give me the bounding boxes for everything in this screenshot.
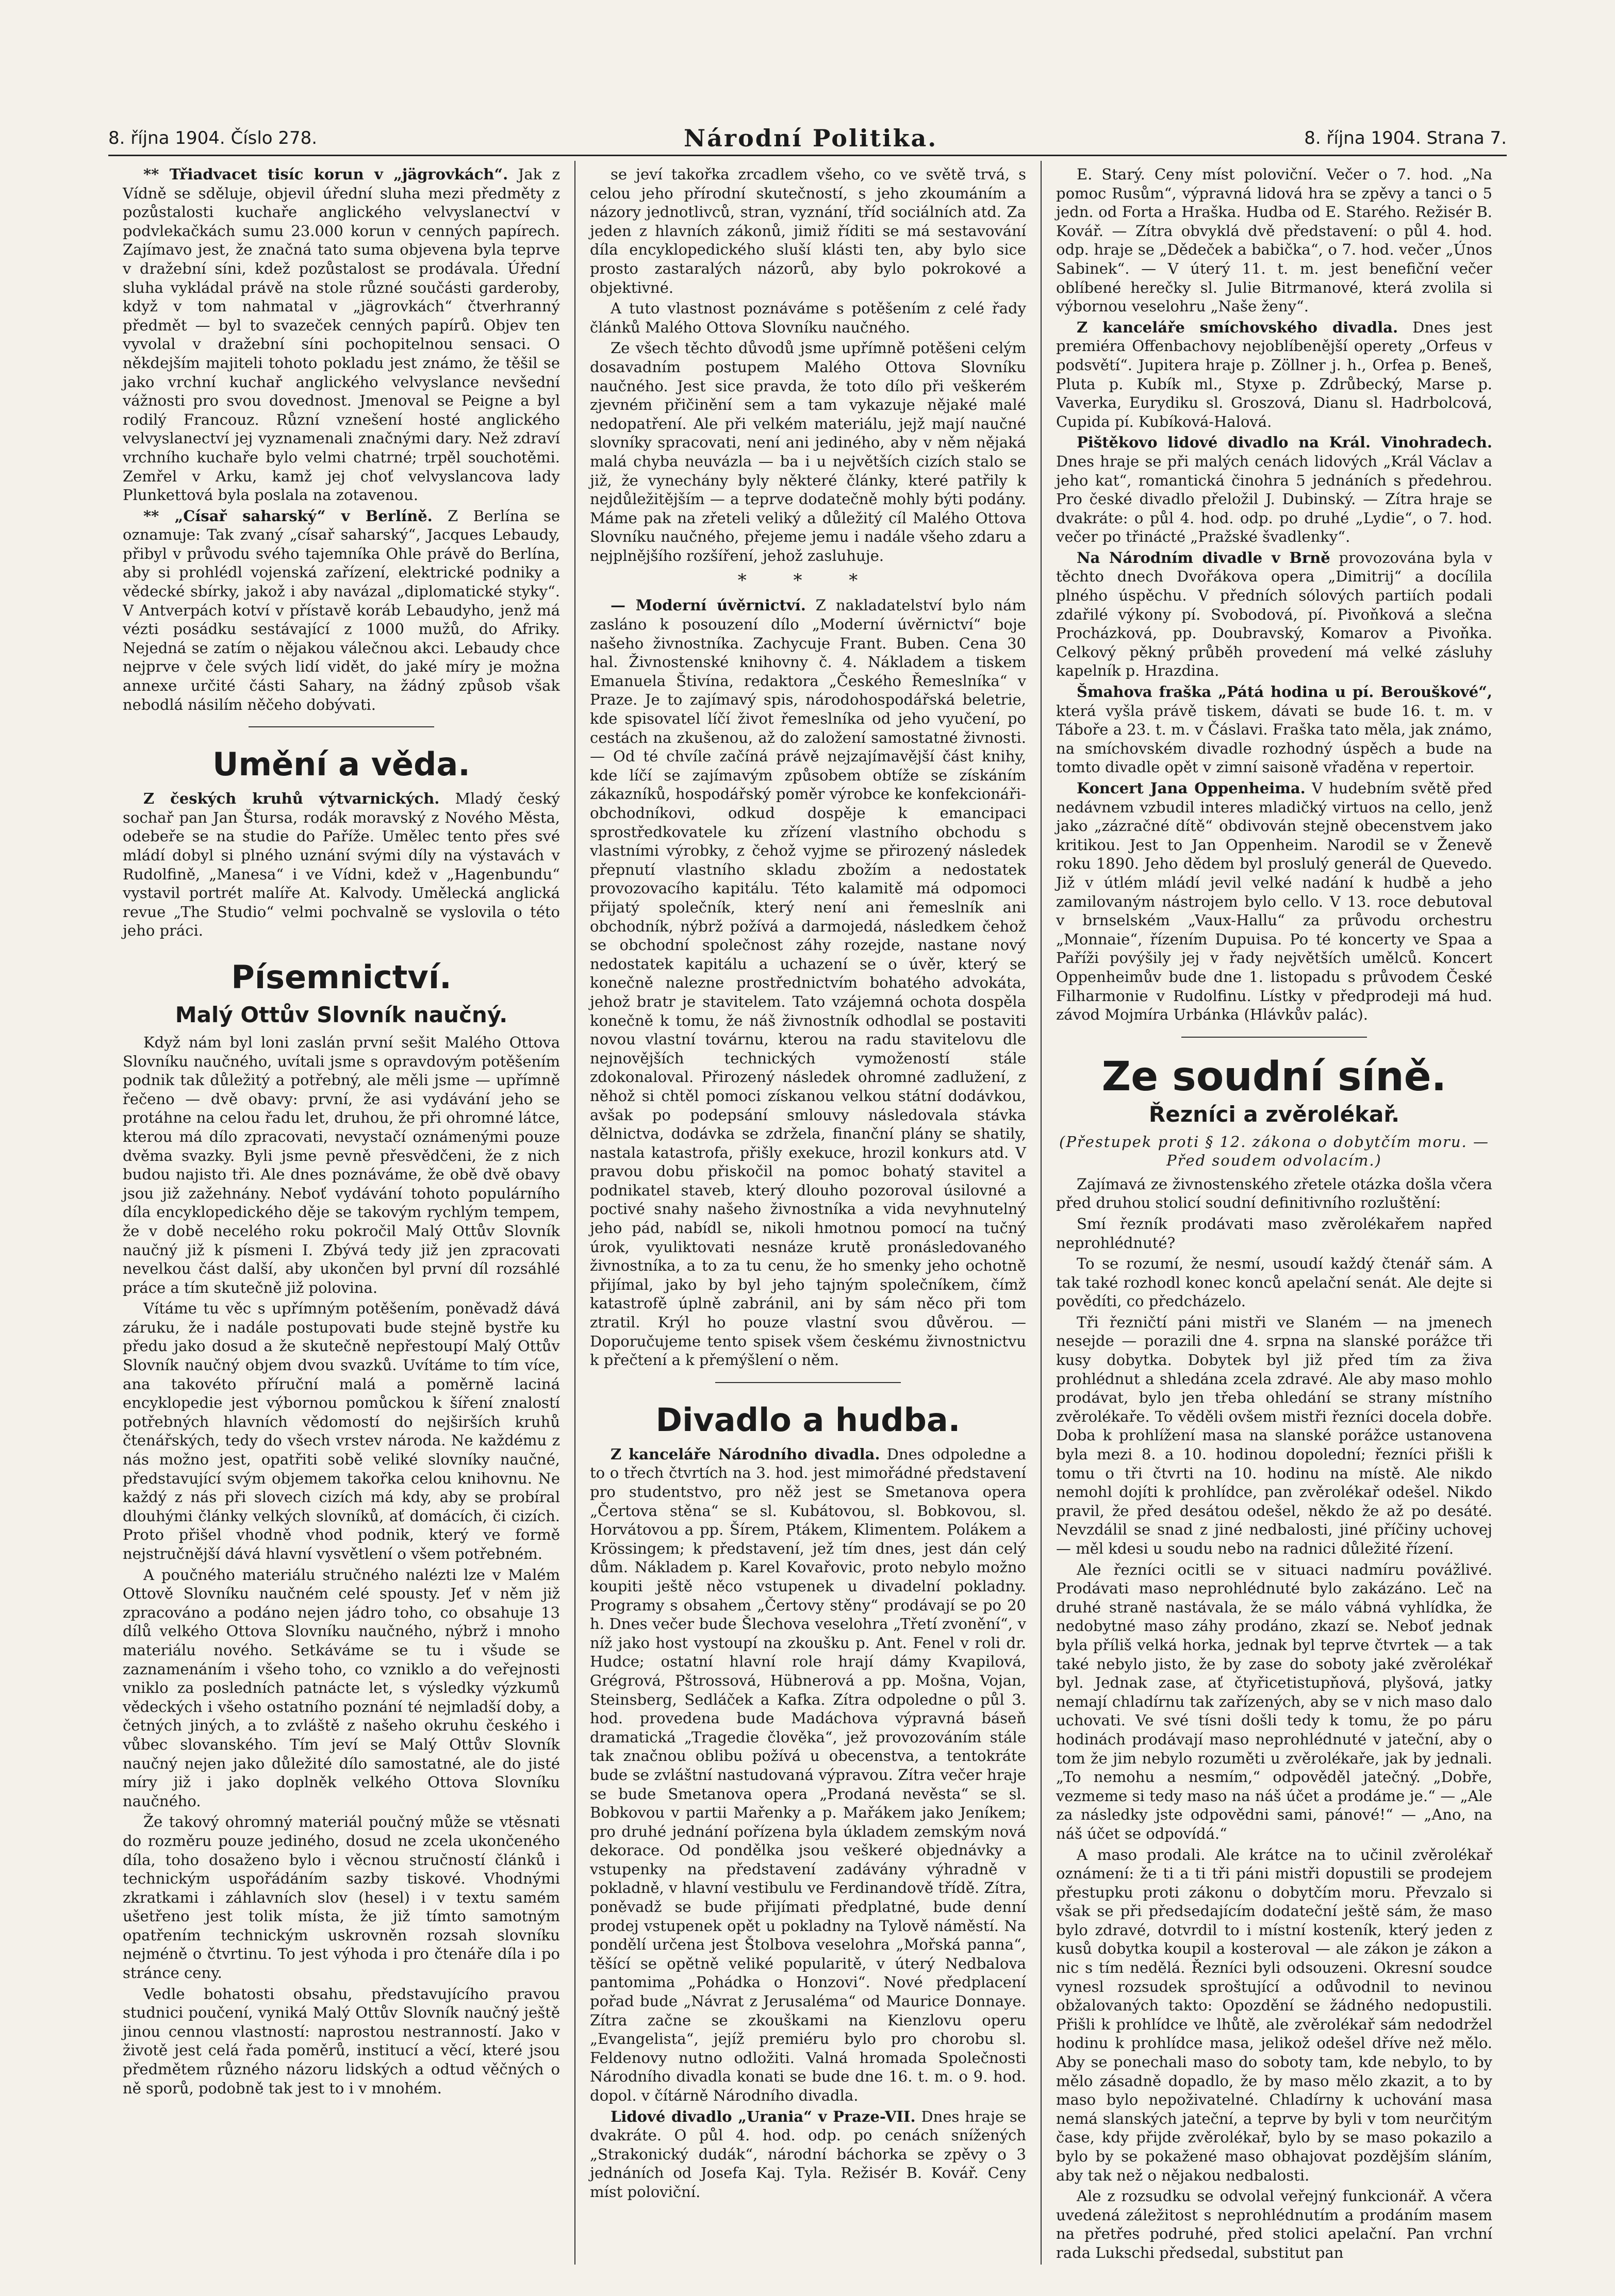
article-text: Z Berlína se oznamuje: Tak zvaný „císař saharský“, Jacques Lebaudy, přibyl v průvodu svého tajemníka Ohle právě do Berlína, aby si prohlédl vojenská zařízení, elektrické podniky a vědecké sbírky, jakož i aby navázal „diplomatické styky“. V Antverpách kotví v přístavě koráb Lebaudyho, jenž má vézti posádku sestávající z 1000 mužů, do Afriky. Nejedná se zatím o nějakou válečnou akci. Lebaudy chce nejprve v čele svých lidí vidět, do jaké míry je možna annexe určité části Sahary, na žádný způsob však nebodlá násilím něčeho dobývati. — [123, 507, 561, 713]
article-text: V hudebním světě před nedávnem vzbudil interes mladičký virtuos na cello, jenž jako „zázračné dítě“ obdivován stejně obecenstvem jako kritikou. Jest to Jan Oppenheim. Narodil se v Ženevě roku 1890. Jeho dědem byl proslulý generál de Quevedo. Již v útlém mládí jevil velké nadání k hudbě a jeho zamilovaným nástrojem bylo cello. V 13. roce debutoval v brnselském „Vaux-Hallu“ za průvodu orchestru „Monnaie“, řízením Dupuisa. Po té koncerty ve Spaa a Paříži povýšily jej v řady největších umělců. Koncert Oppenheimův bude dne 1. listopadu s průvodem České Filharmonie v Rudolfinu. Lístky v předprodeji má hud. závod Mojmíra Urbánka (Hlávkův palác). — [1056, 779, 1492, 1024]
article-paragraph: Ze všech těchto důvodů jsme upřímně potěšeni celým dosavadním postupem Malého Ottova Slovníku naučného. Jest sice pravda, že toto dílo při veškerém zjevném přičinění sem a tam vykazuje nějaké malé nedopatření. Ale při velkém materiálu, jejž mají naučné slovníky spracovati, není ani jediného, aby v něm nějaká malá chyba neuvázla — ba i u největších cizích stalo se již, že vynechány byly některé články, které patřily k nejdůležitějším — a teprve dodatečně mohly býti podány. Máme pak na zřeteli veliký a důležitý cíl Malého Ottova Slovníku naučného, přejeme jemu i nadále všeho zdaru a nejplnějšího rozšíření, jehož zasluhuje. — [590, 339, 1026, 564]
article-text: Jak z Vídně se sděluje, objevil úřední sluha mezi předměty z pozůstalosti kuchaře anglického velvyslanectví v podvlekačkách sumu 23.000 korun v cenných papírech. Zajímavo jest, že značná tato suma objevena byla teprve v dražební síni, kdež pozůstalost se prodávala. Úřední sluha vykládal právě na stole různé součásti garderoby, když v tom nahmatal v „jägrovkách“ čtverhranný předmět — byl to svazeček cenných papírů. Objev ten vyvolal v dražební síni pochopitelnou sensaci. O někdejším majiteli tohoto pokladu jest známo, že těšil se jako vrchní kuchař anglického velvyslance nevšední vážnosti pro svou dovednost. Jmenoval se Peigne a byl rodilý Francouz. Různí vznešení hosté anglického velvyslanectví jej vyznamenali značnými dary. Než zdraví vrchního kuchaře bylo velmi chatrné; trpěl souchotěmi. Zemřel v Arku, kamž jej choť velvyslancova lady Plunkettová byla poslala na zotavenou. — [123, 165, 560, 504]
article-paragraph: Smí řezník prodávati maso zvěrolékařem napřed neprohlédnuté? — [1056, 1214, 1492, 1252]
article-paragraph — [590, 1445, 1026, 2105]
article-paragraph — [1056, 433, 1492, 546]
subheading-reznici: Řezníci a zvěrolékař. — [1148, 1101, 1400, 1127]
article-lead: Z českých kruhů výtvarnických. — [143, 790, 440, 808]
article-text: která vyšla právě tiskem, dávati se bude 16. t. m. v Táboře a 23. t. m. v Čáslavi. Fraška tato měla, jak známo, na smíchovském divadle rozhodný úspěch a bude na tomto divadle opět v zimní saisoně vřaděna v repertoir. — [1056, 702, 1492, 776]
header-date-issue: 8. října 1904. Číslo 278. — [108, 128, 318, 148]
article-paragraph: Vítáme tu věc s upřímným potěšením, poněvadž dává záruku, že i nadále postupovati bude stejně bystře ku předu jako dosud a že skutečně nepřestoupí Malý Ottův Slovník naučný objem dvou svazků. Uvítáme to tím více, ana takovéto příruční malá a poměrně laciná encyklopedie jest výbornou pomůckou k šíření znalostí potřebných hlavních vědomostí do nejširších kruhů čtenářských, tedy do všech vrstev národa. Ne každému z nás možno jest, opatřiti sobě veliké slovníky naučné, představující svým objemem takořka celou knihovnu. Ne každý z nás při slovech cizích má kdy, aby se probíral dlouhými články velkých slovníků, ať domácích, či cizích. Proto přišel vhodně vhod podnik, který ve formě nejstručnější dává hlavní vysvětlení o všem potřebném. — [123, 1300, 560, 1562]
article-paragraph — [1056, 548, 1492, 680]
article-paragraph: Zajímavá ze živnostenského zřetele otázka došla včera před druhou stolicí soudní definitivního rozluštění: — [1056, 1175, 1492, 1212]
article-lead: Z kanceláře smíchovského divadla. — [1077, 318, 1398, 336]
separator-rule — [1181, 1037, 1367, 1038]
separator-rule — [715, 1382, 901, 1383]
article-lead: Lidové divadlo „Urania“ v Praze-VII. — [611, 2107, 916, 2125]
article-lead: Na Národním divadle v Brně — [1077, 548, 1330, 567]
article-paragraph — [123, 165, 560, 505]
article-paragraph: se jeví takořka zrcadlem všeho, co ve světě trvá, s celou jeho přírodní skutečností, s jeho zkoumáním a názory jednotlivců, stran, vyznání, tříd sociálních atd. Za jeden z hlavních zákonů, jimiž říditi se má sestavování díla encyklopedického sluší klásti ten, aby bylo sice prosto zastaralých názorů, aby bylo pokrokové a objektivné. — [590, 165, 1026, 296]
column-3 — [1041, 161, 1507, 2265]
section-heading-art: Umění a věda. — [212, 745, 470, 784]
article-lead: Koncert Jana Oppenheima. — [1077, 779, 1306, 797]
section-heading-literature: Písemnictví. — [231, 958, 452, 996]
article-lead: ** „Císař saharský“ v Berlíně. — [143, 507, 433, 525]
column-2 — [574, 161, 1041, 2265]
article-paragraph — [1056, 779, 1492, 1024]
subheading-slovnik: Malý Ottův Slovník naučný. — [175, 1002, 508, 1027]
article-paragraph: E. Starý. Ceny míst poloviční. Večer o 7. hod. „Na pomoc Rusům“, výpravná lidová hra se zpěvy a tanci o 5 jedn. od Forta a Hraška. Hudba od E. Starého. Režisér B. Kovář. — Zítra obvyklá dvě představení: o půl 4. hod. odp. hraje se „Dědeček a babička“, o 7. hod. večer „Únos Sabinek“. — V úterý 11. t. m. jest benefiční večer oblíbené herečky sl. Julie Bitrmanové, která zvolila si výbornou veselohru „Naše ženy“. — [1056, 165, 1492, 315]
column-1 — [108, 161, 574, 2265]
article-paragraph: Když nám byl loni zaslán první sešit Malého Ottova Slovníku naučného, uvítali jsme s opravdovým potěšením podnik tak důležitý a potřebný, ale měli jsme — upřímně řečeno — dvě obavy: první, že asi vydávání jeho se protáhne na celou řadu let, druhou, že při ohromné látce, kterou má dílo zpracovati, nevystačí oznámenými pouze dvěma svazky. Byli jsme pevně přesvědčeni, že z nich budou najisto tři. Ale dnes poznáváme, že obě dvě obavy jsou již zažehnány. Neboť vydávání tohoto populárního díla encyklopedického děje se takovým rychlým tempem, že v době necelého roku pokročil Malý Ottův Slovník naučný již k písmeni I. Zbývá tedy již jen zpracovati nevelkou část další, aby ukončen byl první díl rozsáhlé práce a tím skutečně již polovina. — [123, 1033, 560, 1296]
article-paragraph — [590, 596, 1026, 1369]
article-paragraph: A poučného materiálu stručného nalézti lze v Malém Ottově Slovníku naučném celé spousty. Jeť v něm již zpracováno a podáno nejen jádro toho, co obsahuje 13 dílů velkého Ottova Slovníku naučného, nýbrž i mnoho materiálu nového. Setkáváme se tu i všude se zaznamenáním i všeho toho, co vzniklo a do veřejnosti vniklo za posledních patnácte let, s výsledky výzkumů vědeckých i všeho ostatního poznání té nejmladší doby, a četných jiných, a to zvláště z našeho okruhu českého i vůbec slovanského. Tím jeví se Malý Ottův Slovník naučný nejen jako důležité dílo samostatné, ale do jisté míry již i jako doplněk velkého Ottova Slovníku naučného. — [123, 1566, 560, 1810]
article-text: Dnes odpoledne a to o třech čtvrtích na 3. hod. jest mimořádné představení pro studentstvo, pro něž jest se Smetanova opera „Čertova stěna“ se sl. Kubátovou, sl. Bobkovou, sl. Horvátovou a pp. Šírem, Ptákem, Klimentem. Polákem a Krössingem; k představení, jež tím dnes, jest dán celý dům. Nákladem p. Karel Kovařovic, proto nebylo možno koupiti ještě něco vstupenek u divadelní pokladny. Programy s obsahem „Čertovy stěny“ prodávají se po 20 h. Dnes večer bude Šlechova veselohra „Třetí zvonění“, v níž jako host vystoupí na zkoušku p. Ant. Fenel v roli dr. Hudce; ostatní hlavní role hrají dámy Kvapilová, Grégrová, Pštrossová, Hübnerová a pp. Mošna, Vojan, Steinsberg, Sedláček a Kafka. Zítra odpoledne o půl 3. hod. provedena bude Madáchova výpravná báseň dramatická „Tragedie člověka“, jež provozováním stále tak značnou oblibu požívá u obecenstva, a tentokráte bude se zvláštní nastudovaná výpravou. Zítra večer hraje se bude Smetanova opera „Prodaná nevěsta“ se sl. Bobkovou v partii Mařenky a p. Mařákem jako Jeníkem; pro druhé jednání pořízena byla úkladem zemským nová dekorace. Od pondělka jsou veškeré objednávky a vstupenky na představení zadávány výhradně v pokladně, v hlavní vestibulu ve Ferdinandově třídě. Zítra, poněvadž se bude přijímati předplatné, bude denní prodej vstupenek opět u pokladny na Tylově náměstí. Na pondělí určena jest Štolbova veselohra „Mořská panna“, těšící se opětně veliké popularitě, v úterý Nedbalova pantomima „Pohádka o Honzovi“. Nové předplacení pořad bude „Návrat z Jerusaléma“ od Maurice Donnaye. Zítra začne se zkouškami na Kienzlovu operu „Evangelista“, jejíž premiéru bylo pro chorobu sl. Feldenovy nutno odložiti. Valná hromada Společnosti Národního divadla konati se bude dne 16. t. m. o 9. hod. dopol. v čítárně Národního divadla. — [590, 1445, 1026, 2104]
article-paragraph: Ale řezníci ocitli se v situaci nadmíru povážlivé. Prodávati maso neprohlédnuté bylo zakázáno. Leč na druhé straně nastávala, že se málo vábná vyhlídka, že nedobytné maso záhy prodáno, zkazí se. Neboť jednak byla příliš velká horka, jednak byl teprve čtvrtek — a tak také nebylo jisto, že by zase do soboty jaké zvěrolékař byl. Jednak zase, ať čtyřicetistupňová, plyšová, jatky nemají chladírnu tak zařízených, aby se v nich maso dalo uchovati. Ve své tísni došli tedy k tomu, že po páru hodinách prodávají maso neprohlédnuté v jateční, aby o tom že jim nebylo rozuměti u zvěrolékaře, jak by jednali. „To nemohu a nesmím,“ odpověděl jatečný. „Dobře, vezmeme si tedy maso na náš účet a prodáme je.“ — „Ale za následky jste odpovědni sami, pánové!“ — „Ano, na náš účet se odpovídá.“ — [1056, 1560, 1492, 1842]
article-paragraph — [1056, 318, 1492, 431]
section-heading-court: Ze soudní síně. — [1101, 1053, 1447, 1100]
article-paragraph — [123, 789, 560, 940]
section-heading-theatre: Divadlo a hudba. — [655, 1401, 961, 1439]
article-text: Mladý český sochař pan Jan Štursa, rodák moravský z Nového Města, odebeře se na studie do Paříže. Umělec tento přes své mládí dobyl si plného uznání svými díly na výstavách v Rudolfině, „Manesa“ i ve Vídni, kdež v „Hagenbundu“ vystavil portrét malíře At. Kalvody. Umělecká anglická revue „The Studio“ velmi pochvalně se vyslovila o této jeho práci. — [123, 790, 561, 940]
article-lead: Šmahova fraška „Pátá hodina u pí. Berouškové“, — [1077, 683, 1492, 701]
page-header — [108, 122, 1507, 155]
article-text: Z nakladatelství bylo nám zasláno k posouzení dílo „Moderní úvěrnictví“ boje našeho živnostníka. Zachycuje Frant. Buben. Cena 30 hal. Živnostenské knihovny č. 4. Nákladem a tiskem Emanuela Štivína, redaktora „Českého Řemeslníka“ v Praze. Je to zajímavý spis, národohospodářská beletrie, kde spisovatel líčí život řemeslníka od jeho vyučení, po cestách na zkušenou, až do založení samostatné živnosti. — Od té chvíle začíná právě nejzajímavější část knihy, kde líčí se zajímavým způsobem obtíže se získáním zákazníků, hospodářský poměr výrobce ke konfekcionáři-obchodníkovi, odkud dospěje k emancipaci sprostředkovatele ku zřízení vlastního obchodu s vlastními výrobky, z čehož vyjme se přirozený následek přepnutí vlastního skladu zbožím a nedostatek provozovacího kapitálu. Této kalamitě má odpomoci přijatý společník, který není ani řemeslník ani obchodník, nýbrž požívá a darmojedá, následkem čehož se obchodní společnost záhy rozejde, nastane nový nedostatek kapitálu a uchazení se o úvěr, který se konečně nalezne prostřednictvím bohatého advokáta, jehož bratr je stavitelem. Tato vzájemná ochota dospěla konečně k tomu, že náš živnostník odhodlal se postaviti novou vlastní továrnu, kterou na radu stavitelovu dle nejnovějších technických vymožeností stále zdokonaloval. Přirozený následek ohromné zadlužení, z něhož si chtěl pomoci získanou velkou státní dodávkou, avšak po podepsání smlouvy následovala stávka dělnictva, dodávka se zdržela, finanční plány se shatily, nastala katastrofa, přišly exekuce, hrozil konkurs atd. V pravou dobu přiskočil na pomoc bohatý stavitel a podnikatel staveb, který dlouho pozoroval úsilovné a poctivé snahy našeho živnostníka a vida nevyhnutelný jeho pád, nabídl se, nikoli hmotnou pomocí na tučný úrok, vyuliktovati nesnáze krutě pronásledovaného živnostníka, a to za tu cenu, že ho smenky jeho ochotně přijímal, jako by byl jeho tajným společníkem, čímž katastrofě úplně zabránil, ani by sám něco při tom ztratil. Krýl ho pouze vlastní svou důvěrou. — Doporučujeme tento spisek všem českému živnostnictvu k přečtení a k přemýšlení o něm. — [590, 596, 1027, 1369]
separator-rule — [249, 726, 434, 727]
article-paragraph: Že takový ohromný materiál poučný může se vtěsnati do rozměru pouze jediného, dosud ne zcela ukončeného díla, toho dosaženo bylo i věcnou stručností článků i technickým uspořádáním sazby tiskové. Vhodnými zkratkami i záhlavních slov (hesel) i v textu samém ušetřeno jest tolik místa, že již tímto samotným opatřením technickým uskrovněn rozsah slovníku nejméně o čtvrtinu. To jest výhoda i pro čtenáře díla i po stránce ceny. — [123, 1813, 560, 1982]
article-paragraph: Ale z rozsudku se odvolal veřejný funkcionář. A včera uvedená záležitost s neprohlédnutím a prodáním masem na přetřes podruhé, před stolici apelační. Pan vrchní rada Lukschi předsedal, substitut pan — [1056, 2187, 1492, 2261]
header-date-page: 8. října 1904. Strana 7. — [1304, 128, 1507, 148]
article-paragraph — [123, 507, 560, 714]
article-paragraph — [590, 2107, 1026, 2202]
article-lead: ** Třiadvacet tisíc korun v „jägrovkách“. — [143, 165, 508, 183]
article-text: provozována byla v těchto dnech Dvořákova opera „Dimitrij“ a docílila plného úspěchu. V předních sólových partiích podali zdařilé výkony pí. Svobodová, pí. Pivoňková a slečna Procházková, pp. Doubravský, Komarov a Pivoňka. Celkový pěkný průběh provedení má velké zásluhy kapelník p. Hrazdina. — [1056, 548, 1492, 680]
article-paragraph: A tuto vlastnost poznáváme s potěšením z celé řady článků Malého Ottova Slovníku naučného. — [590, 300, 1026, 336]
article-lead: Z kanceláře Národního divadla. — [611, 1445, 880, 1463]
masthead-title: Národní Politika. — [684, 124, 938, 152]
article-paragraph: Vedle bohatosti obsahu, představujícího pravou studnici poučení, vyniká Malý Ottův Slovník naučný ještě jinou cennou vlastností: naprostou nestranností. Jako v životě jest celá řada poměrů, institucí a věcí, které jsou předmětem různého názoru lidských a odtud věčných o ně sporů, podobně tak jest to i v mnohém. — [123, 1985, 560, 2097]
article-lead: — Moderní úvěrnictví. — [611, 596, 806, 614]
article-paragraph — [1056, 683, 1492, 777]
article-text: Dnes hraje se dvakráte. O půl 4. hod. odp. po cenách snížených „Strakonický dudák“, národní báchorka se zpěvy o 3 jednáních od Josefa Kaj. Tyla. Režisér B. Kovář. Ceny míst poloviční. — [590, 2107, 1027, 2201]
article-text: Dnes hraje se při malých cenách lidových „Král Václav a jeho kat“, romantická činohra 5 jednáních s předehrou. Pro české divadlo přeložil J. Dubinský. — Zítra hraje se dvakráte: o půl 4. hod. odp. po druhé „Lydie“, o 7. hod. večer po třinácté „Pražské švadlenky“. — [1056, 452, 1492, 546]
article-paragraph: To se rozumí, že nesmí, usoudí každý čtenář sám. A tak také rozhodl konec konců apelační senát. Ale dejte si povědíti, co předcházelo. — [1056, 1255, 1492, 1310]
subheading-note: (Přestupek proti § 12. zákona o dobytčím moru. — Před soudem odvolacím.) — [1059, 1133, 1489, 1169]
article-paragraph: A maso prodali. Ale krátce na to učinil zvěrolékař oznámení: že ti a ti tři páni mistři dopustili se prodejem přestupku proti zákonu o dobytčím moru. Převzalo si však se při předsedajícím dodateční ještě sám, že maso bylo zdravé, dotvrdil to i místní kosteník, který jeden z kusů dobytka koupil a kosteroval — ale zákon je zákon a nic s tím nedělá. Řezníci byli odsouzeni. Okresní soudce vynesl rozsudek sproštující a odůvodnil to nevinou obžalovaných takto: Opozdění se žádného nedopustili. Přišli k prohlídce ve lhůtě, ale zvěrolékař sám nedodržel hodinu k prohlídce masa, jelikož odešel dříve než mělo. Aby se ponechali maso do soboty tam, kde nebylo, to by mělo zásadně dopadlo, že by maso mělo zkazit, a to by maso bylo nepoživatelné. Chladírny k uchování masa nemá slanských jateční, a teprve by byli v tom neurčitým čase, kdy přijde zvěrolékař, bylo by se maso pokazilo a bylo by se pokažené maso obhajovat pozdějším sláním, aby tak než o nějakou nedbalosti. — [1056, 1845, 1492, 2184]
asterism-divider: * * * — [737, 570, 879, 591]
article-columns — [108, 161, 1507, 2261]
article-lead: Pištěkovo lidové divadlo na Král. Vinohradech. — [1077, 434, 1492, 452]
article-text: Dnes jest premiéra Offenbachovy nejoblíbenější operety „Orfeus v podsvětí“. Jupitera hraje p. Zöllner j. h., Orfea p. Beneš, Pluta p. Kubík ml., Styxe p. Zdrůbecký, Marse p. Vaverka, Eurydiku sl. Groszová, Dianu sl. Hadrbolcová, Cupida pí. Kubíková-Halová. — [1056, 318, 1493, 430]
header-rule — [108, 155, 1507, 156]
article-paragraph: Tři řezničtí páni mistři ve Slaném — na jmenech nesejde — porazili dne 4. srpna na slanské porážce tři kusy dobytka. Dobytek byl již před tím za živa prohlédnut a shledána zcela zdravé. Ale aby maso mohlo prodávat, bylo jen třeba ohledání se strany místního zvěrolékaře. To věděli ovšem mistři řezníci docela dobře. Doba k prohlížení masa na slanské porážce ustanovena byla mezi 8. a 10. hodinou dopolední; řezníci přišli k tomu o tři čtvrti na 10. hodinu na místě. Ale nikdo nemohl dojíti k prohlídce, pan zvěrolékař odešel. Nikdo pravil, že před desátou odešel, někdo že až po desáté. Nevzdálil se snad z jiné nedbalosti, jiné příčiny uchovej — měl kdesi u soudu nebo na radnici důležité řízení. — [1056, 1313, 1492, 1557]
